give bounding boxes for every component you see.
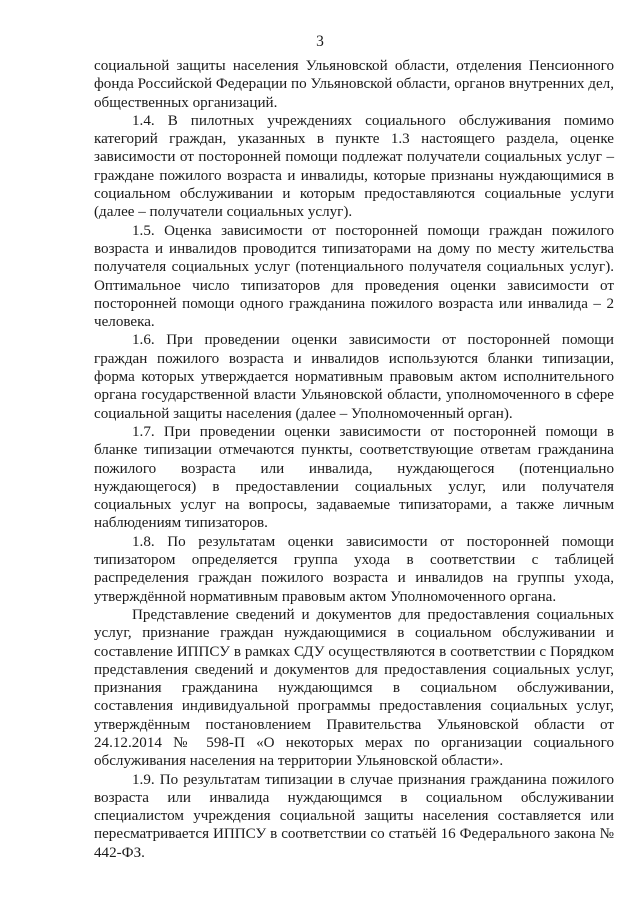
paragraph-1-8: 1.8. По результатам оценки зависимости от посторонней помощи типизатором определяется группа ухода в соответствии с таблицей распределения граждан пожилого возраста и инвалидов на группы ухода, утверждённой нормативным правовым актом Уполномоченного органа. (94, 533, 614, 605)
paragraph-1-6: 1.6. При проведении оценки зависимости от посторонней помощи граждан пожилого возраста и инвалидов используются бланки типизации, форма которых утверждается нормативным правовым актом исполнительного органа государственной власти Ульяновской области, уполномоченного в сфере социальной защиты населения (далее – Уполномоченный орган). (94, 332, 614, 422)
paragraph-1-7: 1.7. При проведении оценки зависимости от посторонней помощи в бланке типизации отмечаются пункты, соответствующие ответам гражданина пожилого возраста или инвалида, нуждающегося (потенциально нуждающегося) в предоставлении социальных услуг, или получателя социальных услуг на вопросы, задаваемые типизаторами, а также личным наблюдениям типизаторов. (94, 423, 614, 532)
page-number: 3 (316, 33, 324, 50)
paragraph-1-8-procedure: Представление сведений и документов для предоставления социальных услуг, признание граждан нуждающимися в социальном обслуживании и составление ИППСУ в рамках СДУ осуществляются в соответствии с Порядком представления сведений и документов для предоставления социальных услуг, признания гражданина нуждающимся в социальном обслуживании, составления индивидуальной программы предоставления социальных услуг, утверждённым постановлением Правительства Ульяновской области от 24.12.2014 № 598-П «О некоторых мерах по организации социального обслуживания населения на территории Ульяновской области». (94, 606, 614, 770)
paragraph-1-9: 1.9. По результатам типизации в случае признания гражданина пожилого возраста или инвалида нуждающимся в социальном обслуживании специалистом учреждения социальной защиты населения составляется или пересматривается ИППСУ в соответствии со статьёй 16 Федерального закона № 442-ФЗ. (94, 771, 614, 861)
paragraph-1-4: 1.4. В пилотных учреждениях социального обслуживания помимо категорий граждан, указанных в пункте 1.3 настоящего раздела, оценке зависимости от посторонней помощи подлежат получатели социальных услуг – граждане пожилого возраста и инвалиды, которые признаны нуждающимися в социальном обслуживании и которым предоставляются социальные услуги (далее – получатели социальных услуг). (94, 112, 614, 221)
document-body (94, 57, 614, 862)
paragraph-1-5: 1.5. Оценка зависимости от посторонней помощи граждан пожилого возраста и инвалидов проводится типизаторами на дому по месту жительства получателя социальных услуг (потенциального получателя социальных услуг). Оптимальное число типизаторов для проведения оценки зависимости от посторонней помощи одного гражданина пожилого возраста или инвалида – 2 человека. (94, 222, 614, 331)
paragraph-continuation: социальной защиты населения Ульяновской области, отделения Пенсионного фонда Российской Федерации по Ульяновской области, органов внутренних дел, общественных организаций. (94, 58, 614, 111)
